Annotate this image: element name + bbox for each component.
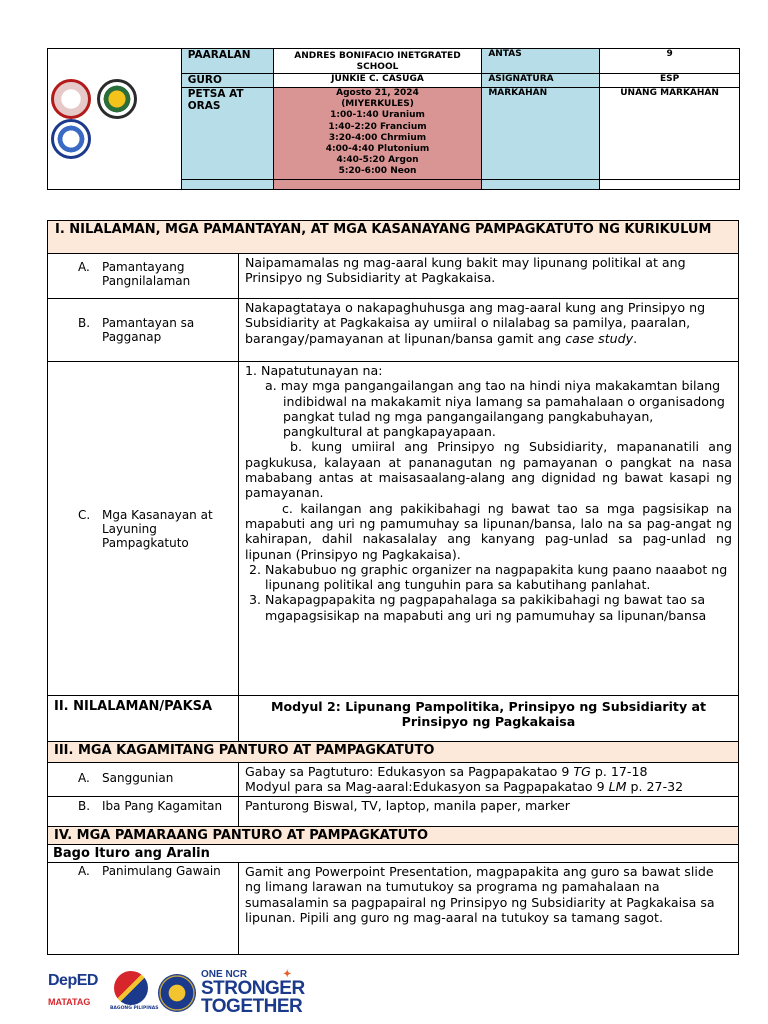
paaralan-value: ANDRES BONIFACIO INETGRATED SCHOOL	[273, 49, 482, 74]
objective-1a: a. may mga pangangailangan ang tao na hindi niya makakamtan bilang indibidwal na makakamit niya lamang sa pamahalaan o organisadong pangkat tulad ng mga pangangailangang pangkabuhayan, pangkultural at pangkapayapaan.	[265, 378, 725, 440]
sanggunian-label: Sanggunian	[102, 771, 174, 785]
sanggunian-row-label: A. Sanggunian	[48, 763, 239, 797]
header-table	[47, 48, 740, 190]
pamantayang-pangnilalaman-text: Naipamamalas ng mag-aaral kung bakit may lipunang politikal at ang Prinsipyo ng Subsidiarity at Pagkakaisa.	[239, 254, 739, 299]
bagong-pilipinas-emblem	[114, 971, 148, 1005]
petsa-label: PETSA AT ORAS	[181, 88, 273, 180]
panimulang-gawain-label: Panimulang Gawain	[102, 864, 221, 879]
petsa-line: 4:40-5:20 Argon	[336, 155, 419, 166]
iba-pang-kagamitan-text: Panturong Biswal, TV, laptop, manila paper, marker	[239, 796, 739, 826]
matatag-wordmark: MATATAG	[48, 997, 91, 1007]
petsa-line: 1:40-2:20 Francium	[328, 121, 427, 132]
petsa-line: 3:20-4:00 Chrmium	[328, 132, 427, 143]
asignatura-value: ESP	[600, 74, 740, 88]
pamantayan-sa-pagganap-label: Pamantayan sa Pagganap	[102, 316, 195, 344]
petsa-value	[273, 88, 482, 180]
kasanayan-content: 1. Napatutunayan na: a. may mga pangangailangan ang tao na hindi niya makakamtan bilang indibidwal na makakamit niya lamang sa pamahalaan o organisadong pangkat tulad ng mga pangangailangang pangkabuhayan, pangkultural at pangkapayapaan. b. kung umiiral ang Prinsipyo ng Subsidiarity, mapananatili ang pagkukusa, kalayaan at pananagutan ng pamayanan o pangkat na nasa mababang antas at maisasaalang-alang ang dignidad ng bawat kasapi ng pamayanan. c. kailangan ang pakikibahagi ng bawat tao sa mga pagsisikap na mapabuti ang uri ng pamumuhay sa lipunan/bansa, lalo na sa pag-angat ng kahirapan, dahil nakasalalay ang kanyang pag-unlad sa pag-unlad ng lipunan (Prinsipyo ng Pagkakaisa). 2. Nakabubuo ng graphic organizer na nagpapakita kung paano naaabot ng lipunang politikal ang tunguhin para sa kabutihang panlahat. 3. Nakapagpapakita ng pagpapahalaga sa pakikibahagi ng bawat tao sa mgapagsisikap na mapabuti ang uri ng pamumuhay sa lipunan/bansa	[239, 362, 739, 696]
iba-pang-kagamitan-label: Iba Pang Kagamitan	[102, 798, 223, 813]
objective-1b: b. kung umiiral ang Prinsipyo ng Subsidiarity, mapananatili ang pagkukusa, kalayaan at pananagutan ng pamayanan o pangkat na nasa mababang antas at maisasaalang-alang ang dignidad ng bawat kasapi ng pamayanan.	[245, 439, 732, 501]
nilalaman-paksa-text: Modyul 2: Lipunang Pampolitika, Prinsipyo ng Subsidiarity at Prinsipyo ng Pagkakaisa	[239, 696, 739, 742]
petsa-line: 1:00-1:40 Uranium	[330, 110, 425, 121]
section-1-title: I. NILALAMAN, MGA PAMANTAYAN, AT MGA KASANAYANG PAMPAGKATUTO NG KURIKULUM	[48, 221, 739, 254]
iba-pang-kagamitan-row-label: B. Iba Pang Kagamitan	[48, 796, 239, 826]
bagong-pilipinas-text: BAGONG PILIPINAS	[110, 1006, 159, 1011]
row-a-label: A. Pamantayang Pangnilalaman	[48, 254, 239, 299]
asignatura-label: ASIGNATURA	[482, 74, 600, 88]
antas-label: ANTAS	[482, 49, 600, 74]
sanggunian-text: Gabay sa Pagtuturo: Edukasyon sa Pagpapakatao 9 TG p. 17-18 Modyul para sa Mag-aaral:Edukasyon sa Pagpapakatao 9 LM p. 27-32	[239, 763, 739, 797]
sparkle-icon: ✦	[283, 969, 292, 980]
one-ncr-text: ONE NCR	[201, 969, 248, 980]
markahan-label: MARKAHAN	[482, 88, 600, 180]
section-2-title: II. NILALAMAN/PAKSA	[48, 696, 239, 742]
panimulang-gawain-text: Gamit ang Powerpoint Presentation, magpapakita ang guro sa bawat slide ng limang larawan na tumutukoy sa programa ng pamahalaan na sumasalamin sa pagpapairal ng Prinsipyo ng Subsidiarity at Pagkakaisa sa lipunan. Pipili ang guro ng mag-aaral na tutukoy sa tamang sagot.	[239, 863, 739, 955]
objective-2: 2. Nakabubuo ng graphic organizer na nagpapakita kung paano naaabot ng lipunang politikal ang tunguhin para sa kabutihang panlahat.	[249, 561, 728, 593]
pamantayan-sa-pagganap-text: Nakapagtataya o nakapaghuhusga ang mag-aaral kung ang Prinsipyo ng Subsidiarity at Pagkakaisa ay umiiral o nilalabag sa pamilya, paaralan, barangay/pamayanan at lipunan/bansa gamit ang case study.	[239, 299, 739, 362]
section-3-title: III. MGA KAGAMITANG PANTURO AT PAMPAGKATUTO	[48, 742, 739, 763]
together-text: TOGETHER	[201, 996, 303, 1017]
objective-3: 3. Nakapagpapakita ng pagpapahalaga sa pakikibahagi ng bawat tao sa mgapagsisikap na mapabuti ang uri ng pamumuhay sa lipunan/bansa	[249, 592, 707, 623]
logo-cell	[48, 49, 182, 190]
objective-1c: c. kailangan ang pakikibahagi ng bawat tao sa mga pagsisikap na mapabuti ang uri ng pamumuhay sa lipunan/bansa, lalo na sa pag-angat ng kahirapan, dahil nakasalalay ang kanyang pag-unlad sa pag-unlad ng lipunan (Prinsipyo ng Pagkakaisa).	[245, 500, 732, 562]
section-4-title: IV. MGA PAMARAANG PANTURO AT PAMPAGKATUTO	[48, 826, 739, 844]
petsa-line: 4:00-4:40 Plutonium	[325, 144, 430, 155]
antas-value: 9	[600, 49, 740, 74]
deped-wordmark: DepED	[48, 972, 98, 989]
bagong-pilipinas-logo	[110, 971, 159, 1017]
petsa-line: (MIYERKULES)	[341, 99, 414, 110]
pamantayang-pangnilalaman-label: Pamantayang Pangnilalaman	[102, 260, 191, 288]
municipal-seal-logo	[97, 79, 137, 119]
row-c-label: C. Mga Kasanayan at Layuning Pampagkatuto	[48, 362, 239, 696]
row-b-label: B. Pamantayan sa Pagganap	[48, 299, 239, 362]
paaralan-label: PAARALAN	[181, 49, 273, 74]
markahan-value: UNANG MARKAHAN	[600, 88, 740, 180]
guro-label: GURO	[181, 74, 273, 88]
panimulang-gawain-row-label: A. Panimulang Gawain	[48, 863, 239, 955]
ncr-seal-logo	[158, 974, 196, 1012]
guro-value: JUNKIE C. CASUGA	[273, 74, 482, 88]
lesson-plan-table	[47, 220, 739, 955]
school-seal-logo	[51, 79, 91, 119]
bago-ituro-subheading: Bago Ituro ang Aralin	[48, 844, 739, 862]
one-ncr-stronger-together-logo	[201, 969, 351, 1017]
deped-seal-logo	[51, 119, 91, 159]
kasanayan-label: Mga Kasanayan at Layuning Pampagkatuto	[102, 507, 213, 550]
petsa-line: 5:20-6:00 Neon	[338, 166, 417, 177]
petsa-line: Agosto 21, 2024	[336, 88, 419, 98]
footer-logos	[48, 967, 348, 1017]
deped-matatag-logo	[48, 971, 100, 1015]
stronger-text: STRONGER	[201, 978, 305, 999]
